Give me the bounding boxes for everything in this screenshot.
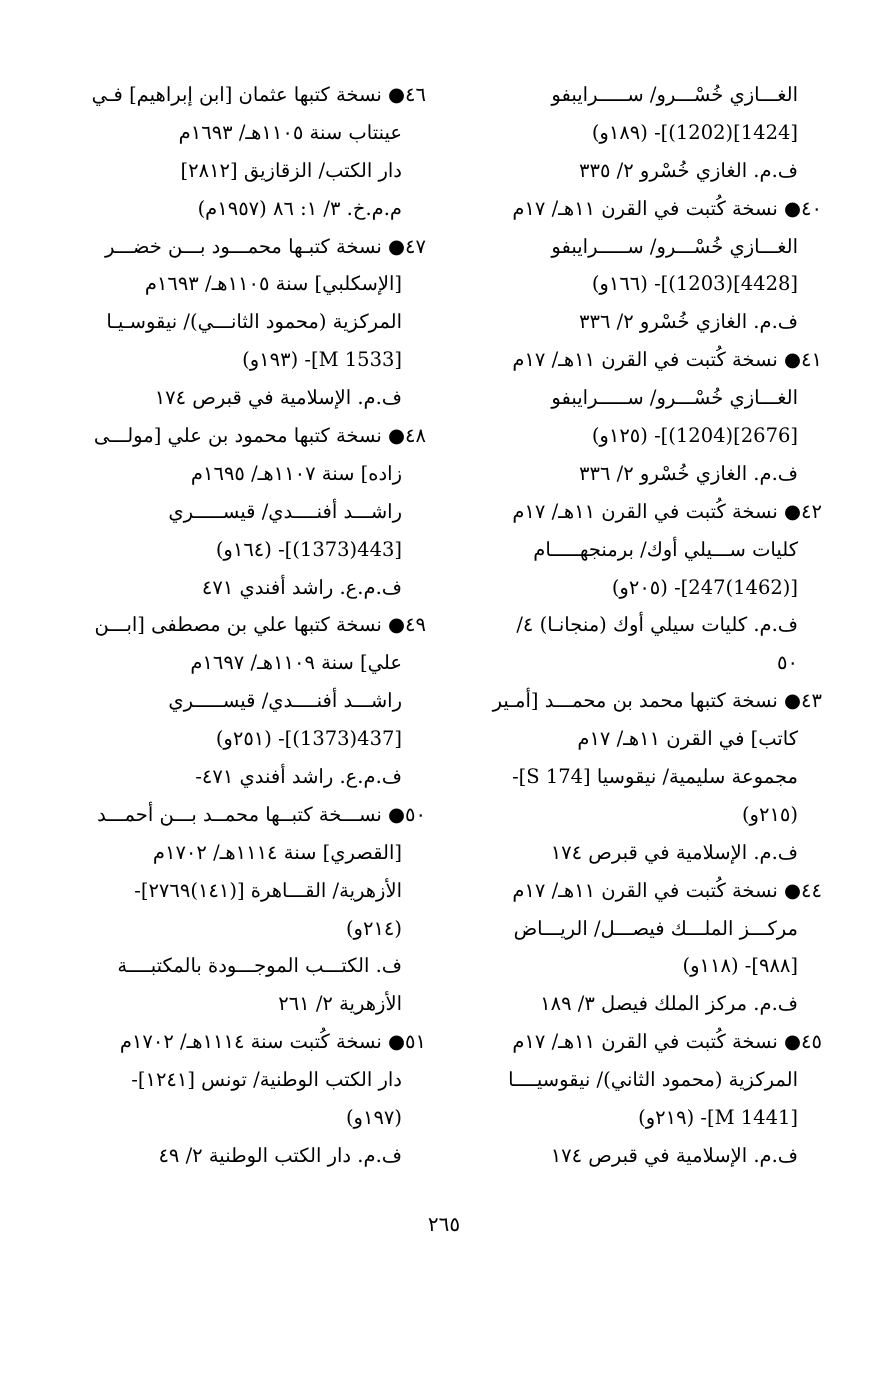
entry-line: مركـــز الملـــك فيصـــل/ الريـــاض — [513, 916, 798, 940]
entry-line: ٥٠ — [777, 651, 798, 675]
left-column — [36, 76, 426, 1175]
entry-heading: ٤٧● نسخة كتبـها محمـــود بـــن خضـــر — [105, 234, 426, 258]
entry-line: [القصري] سنة ١١١٤هـ/ ١٧٠٢م — [152, 840, 402, 864]
entry-line: ف.م. دار الكتب الوطنية ٢/ ٤٩ — [158, 1143, 402, 1167]
entry-line: الأزهرية/ القـــاهرة [(١٤١)٢٧٦٩]- — [134, 878, 402, 902]
entry-line: ف.م. الغازي خُسْرو ٢/ ٣٣٦ — [579, 310, 798, 334]
entry-heading: ٥٠● نســـخة كتبــها محمــد بـــن أحمـــد — [97, 802, 426, 826]
entry-line: الغـــازي خُسْـــرو/ ســـــرايبفو — [551, 83, 798, 106]
entry-line: علي] سنة ١١٠٩هـ/ ١٦٩٧م — [190, 651, 402, 675]
entry-line: ف.م. الإسلامية في قبرص ١٧٤ — [154, 386, 402, 410]
entry-line: [1424](1202)]- (١٨٩و) — [591, 120, 798, 144]
entry-line: [الإسكلبي] سنة ١١٠٥هـ/ ١٦٩٣م — [144, 272, 402, 296]
entry-line: ف.م.ع. راشد أفندي ٤٧١- — [195, 765, 402, 789]
entry-line: ف.م. الإسلامية في قبرص ١٧٤ — [550, 840, 798, 864]
entry-line: ف.م. الإسلامية في قبرص ١٧٤ — [550, 1143, 798, 1167]
entry-heading: ٤٨● نسخة كتبها محمود بن علي [مولـــى — [93, 424, 426, 448]
entry-heading: ٤٣● نسخة كتبها محمد بن محمـــد [أمـير — [492, 689, 822, 713]
entry-heading: ٤٥● نسخة كُتبت في القرن ١١هـ/ ١٧م — [512, 1030, 822, 1054]
entry-line: ف.م. مركز الملك فيصل ٣/ ١٨٩ — [540, 992, 798, 1016]
entry-line: ف.م. الغازي خُسْرو ٢/ ٣٣٦ — [579, 461, 798, 485]
entry-heading: ٤٠● نسخة كُتبت في القرن ١١هـ/ ١٧م — [512, 196, 822, 220]
entry-line: راشـــد أفنــــدي/ قيســـــري — [168, 499, 402, 523]
entry-heading: ٤٤● نسخة كُتبت في القرن ١١هـ/ ١٧م — [512, 878, 822, 902]
entry-line: ف.م. كليات سيلي أوك (منجانـا) ٤/ — [516, 613, 798, 637]
entry-line: الغـــازي خُسْـــرو/ ســـــرايبفو — [551, 386, 798, 410]
entry-line: عينتاب سنة ١١٠٥هـ/ ١٦٩٣م — [178, 120, 402, 144]
entry-heading: ٤٦● نسخة كتبها عثمان [ابن إبراهيم] فـي — [91, 83, 426, 106]
entry-line: [437(1373)]- (٢٥١و) — [215, 727, 402, 751]
entry-line: الغـــازي خُسْـــرو/ ســـــرايبفو — [551, 234, 798, 258]
entry-line: كاتب] في القرن ١١هـ/ ١٧م — [577, 727, 798, 751]
right-column — [460, 76, 822, 1175]
entry-line: م.م.خ. ٣/ ١: ٨٦ (١٩٥٧م) — [197, 196, 402, 220]
entry-line: ف.م.ع. راشد أفندي ٤٧١ — [201, 575, 402, 599]
entry-line: المركزية (محمود الثانـــي)/ نيقوسـيـا — [106, 310, 402, 334]
entry-line: ف.م. الغازي خُسْرو ٢/ ٣٣٥ — [579, 158, 798, 182]
entry-line: [M 1441]- (٢١٩و) — [638, 1106, 798, 1130]
entry-line: (١٩٧و) — [345, 1106, 402, 1130]
entry-line: (٢١٥و) — [741, 802, 798, 826]
entry-line: المركزية (محمود الثاني)/ نيقوسيــــا — [508, 1068, 798, 1092]
entry-line: راشـــد أفنــــدي/ قيســـــري — [168, 689, 402, 713]
entry-line: زاده] سنة ١١٠٧هـ/ ١٦٩٥م — [190, 461, 402, 485]
entry-line: كليات ســـيلي أوك/ برمنجهـــــام — [533, 537, 798, 561]
entry-line: [2676](1204)]- (١٢٥و) — [591, 424, 798, 448]
entry-line: الأزهرية ٢/ ٢٦١ — [278, 992, 402, 1016]
entry-line: [443(1373)]- (١٦٤و) — [215, 537, 402, 561]
page-number: ٢٦٥ — [427, 1212, 461, 1236]
entry-line: [٩٨٨]- (١١٨و) — [682, 954, 798, 978]
entry-heading: ٤١● نسخة كُتبت في القرن ١١هـ/ ١٧م — [512, 348, 822, 372]
entry-line: (٢١٤و) — [345, 916, 402, 940]
entry-line: دار الكتب/ الزقازيق [٢٨١٢] — [180, 158, 402, 182]
entry-line: [(1462)247]- (٢٠٥و) — [611, 575, 798, 599]
entry-heading: ٤٢● نسخة كُتبت في القرن ١١هـ/ ١٧م — [512, 499, 822, 523]
entry-line: دار الكتب الوطنية/ تونس [١٢٤١]- — [131, 1068, 402, 1092]
entry-heading: ٥١● نسخة كُتبت سنة ١١١٤هـ/ ١٧٠٢م — [119, 1030, 426, 1054]
entry-heading: ٤٩● نسخة كتبها علي بن مصطفى [ابـــن — [94, 613, 426, 637]
entry-line: مجموعة سليمية/ نيقوسيا [S 174]- — [512, 765, 798, 789]
entry-line: [M 1533]- (١٩٣و) — [242, 348, 402, 372]
entry-line: ف. الكتـــب الموجـــودة بالمكتبــــة — [117, 954, 402, 978]
entry-line: [4428](1203)]- (١٦٦و) — [591, 272, 798, 296]
